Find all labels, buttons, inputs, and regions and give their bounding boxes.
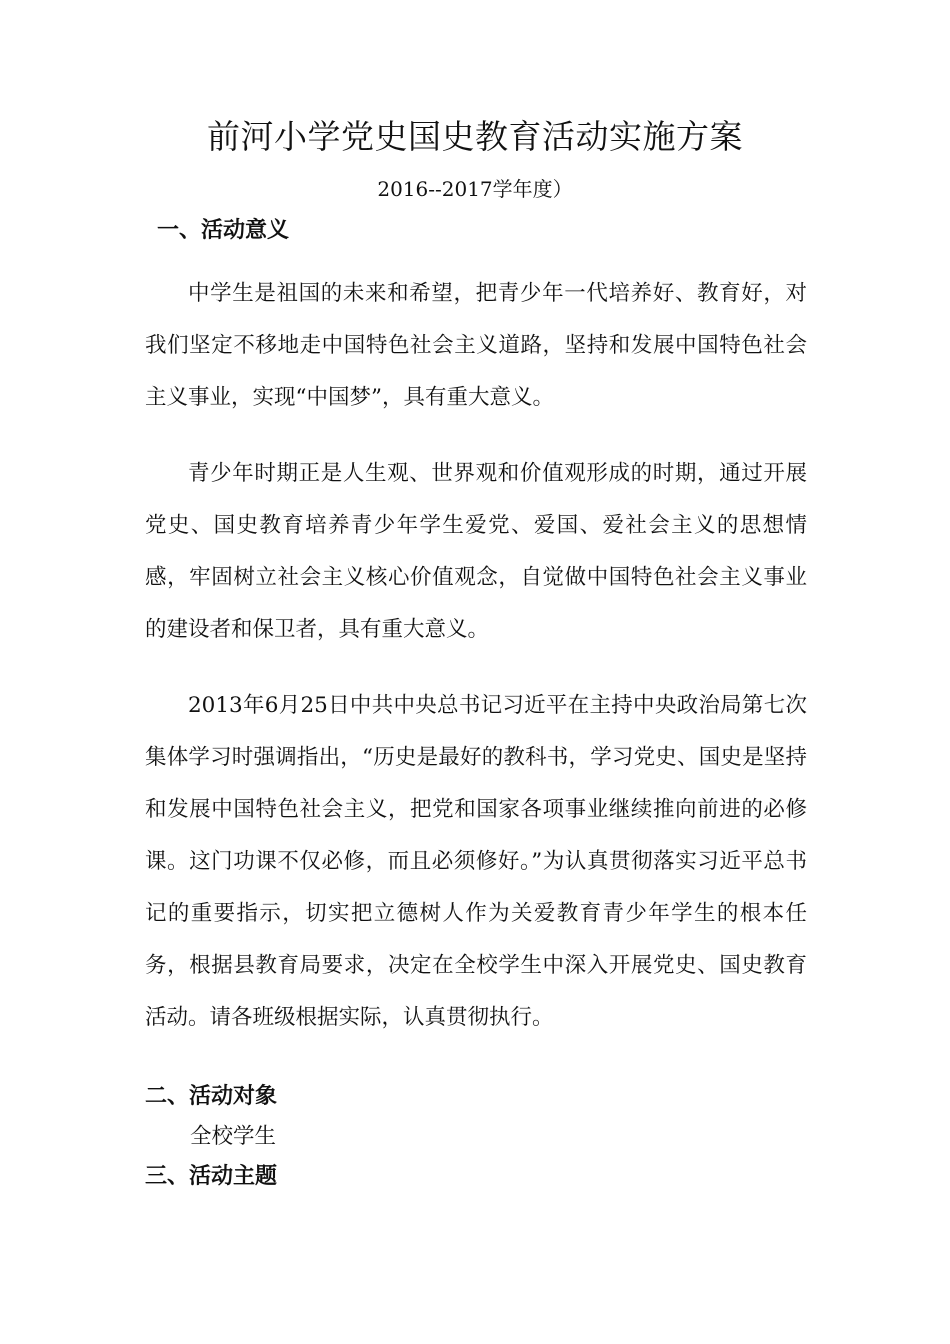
document-title: 前河小学党史国史教育活动实施方案: [207, 117, 743, 156]
section-heading-theme: 三、活动主题: [145, 1164, 278, 1189]
paragraph-significance-1: 中学生是祖国的未来和希望，把青少年一代培养好、教育好，对我们坚定不移地走中国特色社会主义道路，坚持和发展中国特色社会主义事业，实现“中国梦”，具有重大意义。: [145, 281, 807, 410]
section-heading-target: 二、活动对象: [145, 1084, 278, 1109]
paragraph-significance-2: 青少年时期正是人生观、世界观和价值观形成的时期，通过开展党史、国史教育培养青少年学生爱党、爱国、爱社会主义的思想情感，牢固树立社会主义核心价值观念，自觉做中国特色社会主义事业的建设者和保卫者，具有重大意义。: [145, 461, 807, 642]
document-subtitle: 2016--2017学年度）: [377, 177, 573, 201]
section-text-target: 全校学生: [190, 1124, 277, 1149]
paragraph-significance-3: 2013年6月25日中共中央总书记习近平在主持中央政治局第七次集体学习时强调指出，“历史是最好的教科书，学习党史、国史是坚持和发展中国特色社会主义，把党和国家各项事业继续推向前进的必修课。这门功课不仅必修，而且必须修好。”为认真贯彻落实习近平总书记的重要指示，切实把立德树人作为关爱教育青少年学生的根本任务，根据县教育局要求，决定在全校学生中深入开展党史、国史教育活动。请各班级根据实际，认真贯彻执行。: [145, 693, 807, 1030]
section-heading-significance: 一、活动意义: [157, 218, 290, 243]
